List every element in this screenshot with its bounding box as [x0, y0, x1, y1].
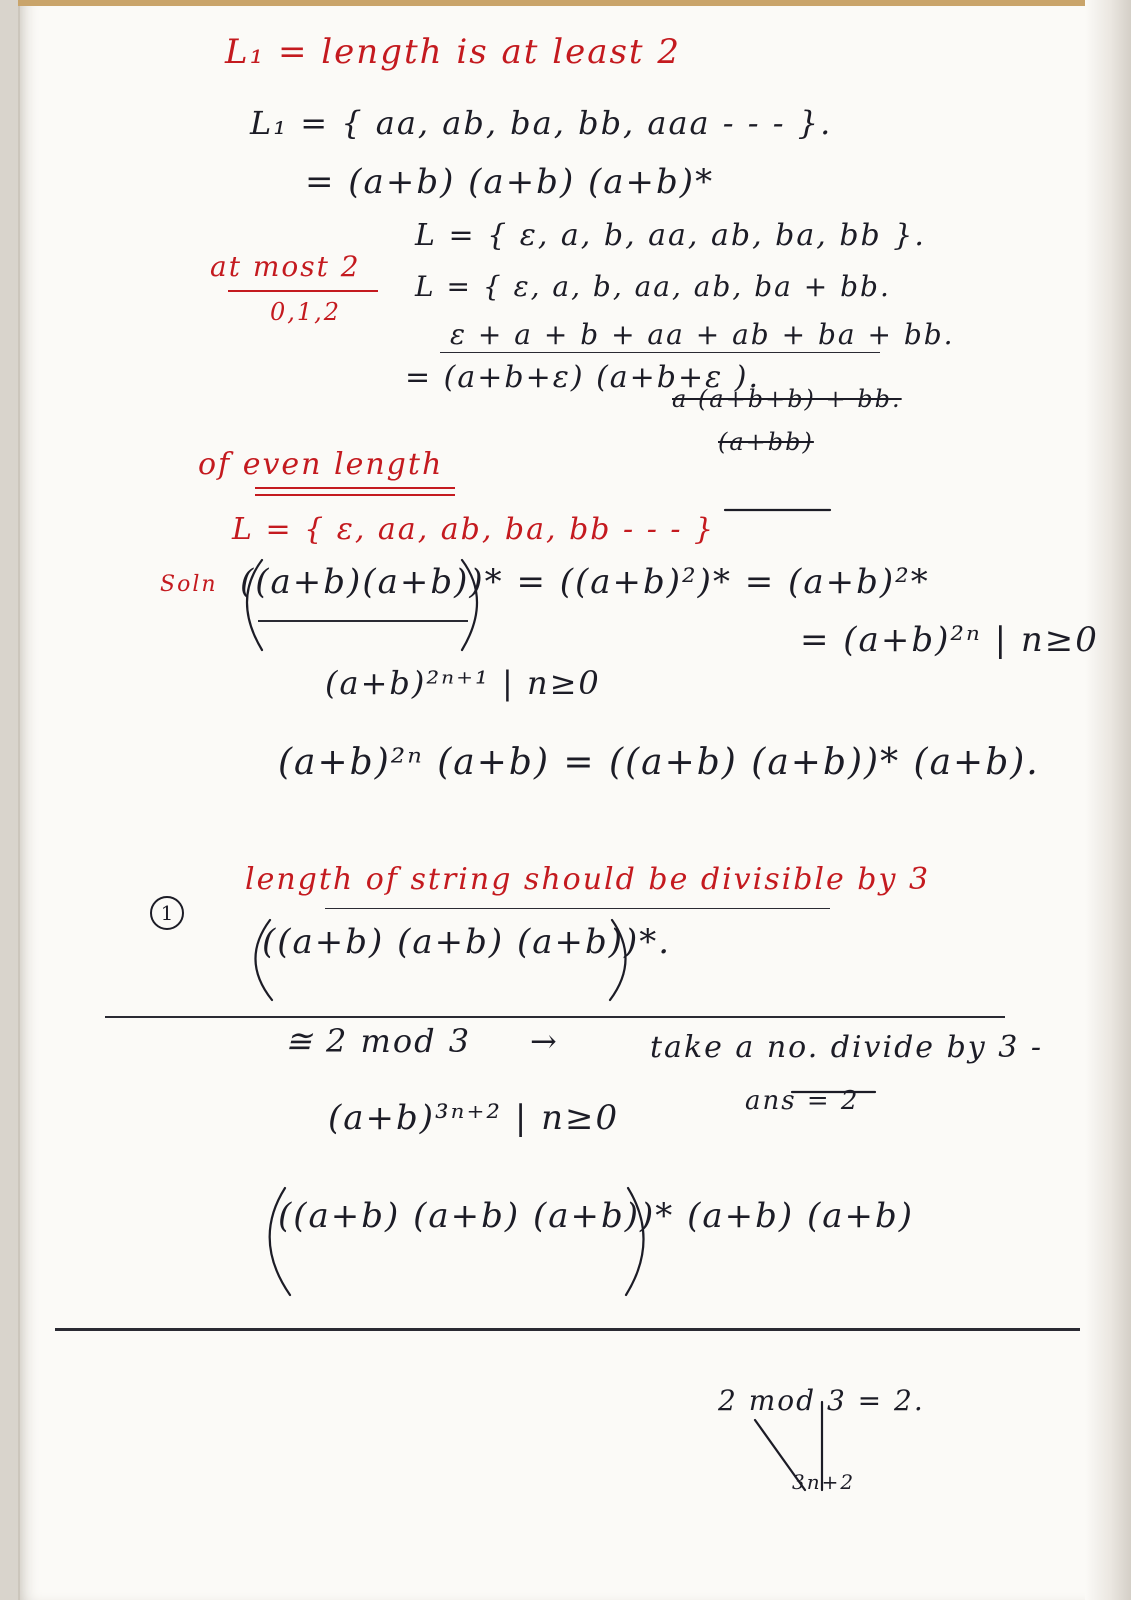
div3-open-bracket — [255, 920, 272, 1000]
mod-arrow: → — [530, 1022, 559, 1060]
even-expression-2: = (a+b)²ⁿ | n≥0 — [800, 620, 1099, 660]
pointer-line-1 — [755, 1420, 805, 1490]
even-set: L = { ε, aa, ab, ba, bb - - - } — [232, 512, 716, 547]
at-most-expression: = (a+b+ε) (a+b+ε ). — [405, 360, 761, 395]
div3-heading: length of string should be divisible by 3 — [245, 862, 931, 897]
mod-answer: ans = 2 — [745, 1086, 860, 1116]
l1-heading: L₁ = length is at least 2 — [225, 32, 682, 72]
soln-label: Soln — [160, 572, 218, 597]
mod-expansion: ((a+b) (a+b) (a+b))* (a+b) (a+b) — [278, 1196, 915, 1236]
odd-expansion: (a+b)²ⁿ (a+b) = ((a+b) (a+b))* (a+b). — [278, 742, 1040, 783]
div3-expression: ((a+b) (a+b) (a+b))*. — [262, 922, 672, 962]
at-most-values: 0,1,2 — [270, 298, 342, 326]
even-heading: of even length — [198, 447, 444, 482]
at-most-note: a (a+b+b) + bb. — [672, 385, 902, 413]
mod-close-bracket — [626, 1188, 644, 1295]
mod-expression: (a+b)³ⁿ⁺² | n≥0 — [328, 1098, 620, 1138]
even-open-bracket — [247, 560, 262, 650]
l1-set: L₁ = { aa, ab, ba, bb, aaa - - - }. — [250, 104, 833, 142]
mod-open-bracket — [270, 1188, 290, 1295]
bottom-note-2: 3n+2 — [792, 1470, 856, 1494]
mod-label: ≅ 2 mod 3 — [285, 1022, 472, 1060]
mod-note: take a no. divide by 3 - — [650, 1030, 1044, 1065]
question-number-circle: 1 — [150, 896, 184, 930]
bottom-note: 2 mod 3 = 2. — [718, 1384, 925, 1417]
at-most-sum: L = { ε, a, b, aa, ab, ba + bb. — [415, 270, 891, 303]
div3-close-bracket — [610, 920, 626, 1000]
at-most-note-2: (a+bb) — [718, 428, 814, 456]
even-expression: ((a+b)(a+b))* = ((a+b)²)* = (a+b)²* — [240, 562, 930, 602]
l1-expression: = (a+b) (a+b) (a+b)* — [305, 162, 715, 202]
odd-expression: (a+b)²ⁿ⁺¹ | n≥0 — [325, 664, 601, 702]
even-close-bracket — [462, 560, 477, 650]
at-most-label: at most 2 — [210, 250, 361, 283]
at-most-set: L = { ε, a, b, aa, ab, ba, bb }. — [415, 218, 926, 253]
at-most-sum-line2: ε + a + b + aa + ab + ba + bb. — [450, 318, 955, 351]
